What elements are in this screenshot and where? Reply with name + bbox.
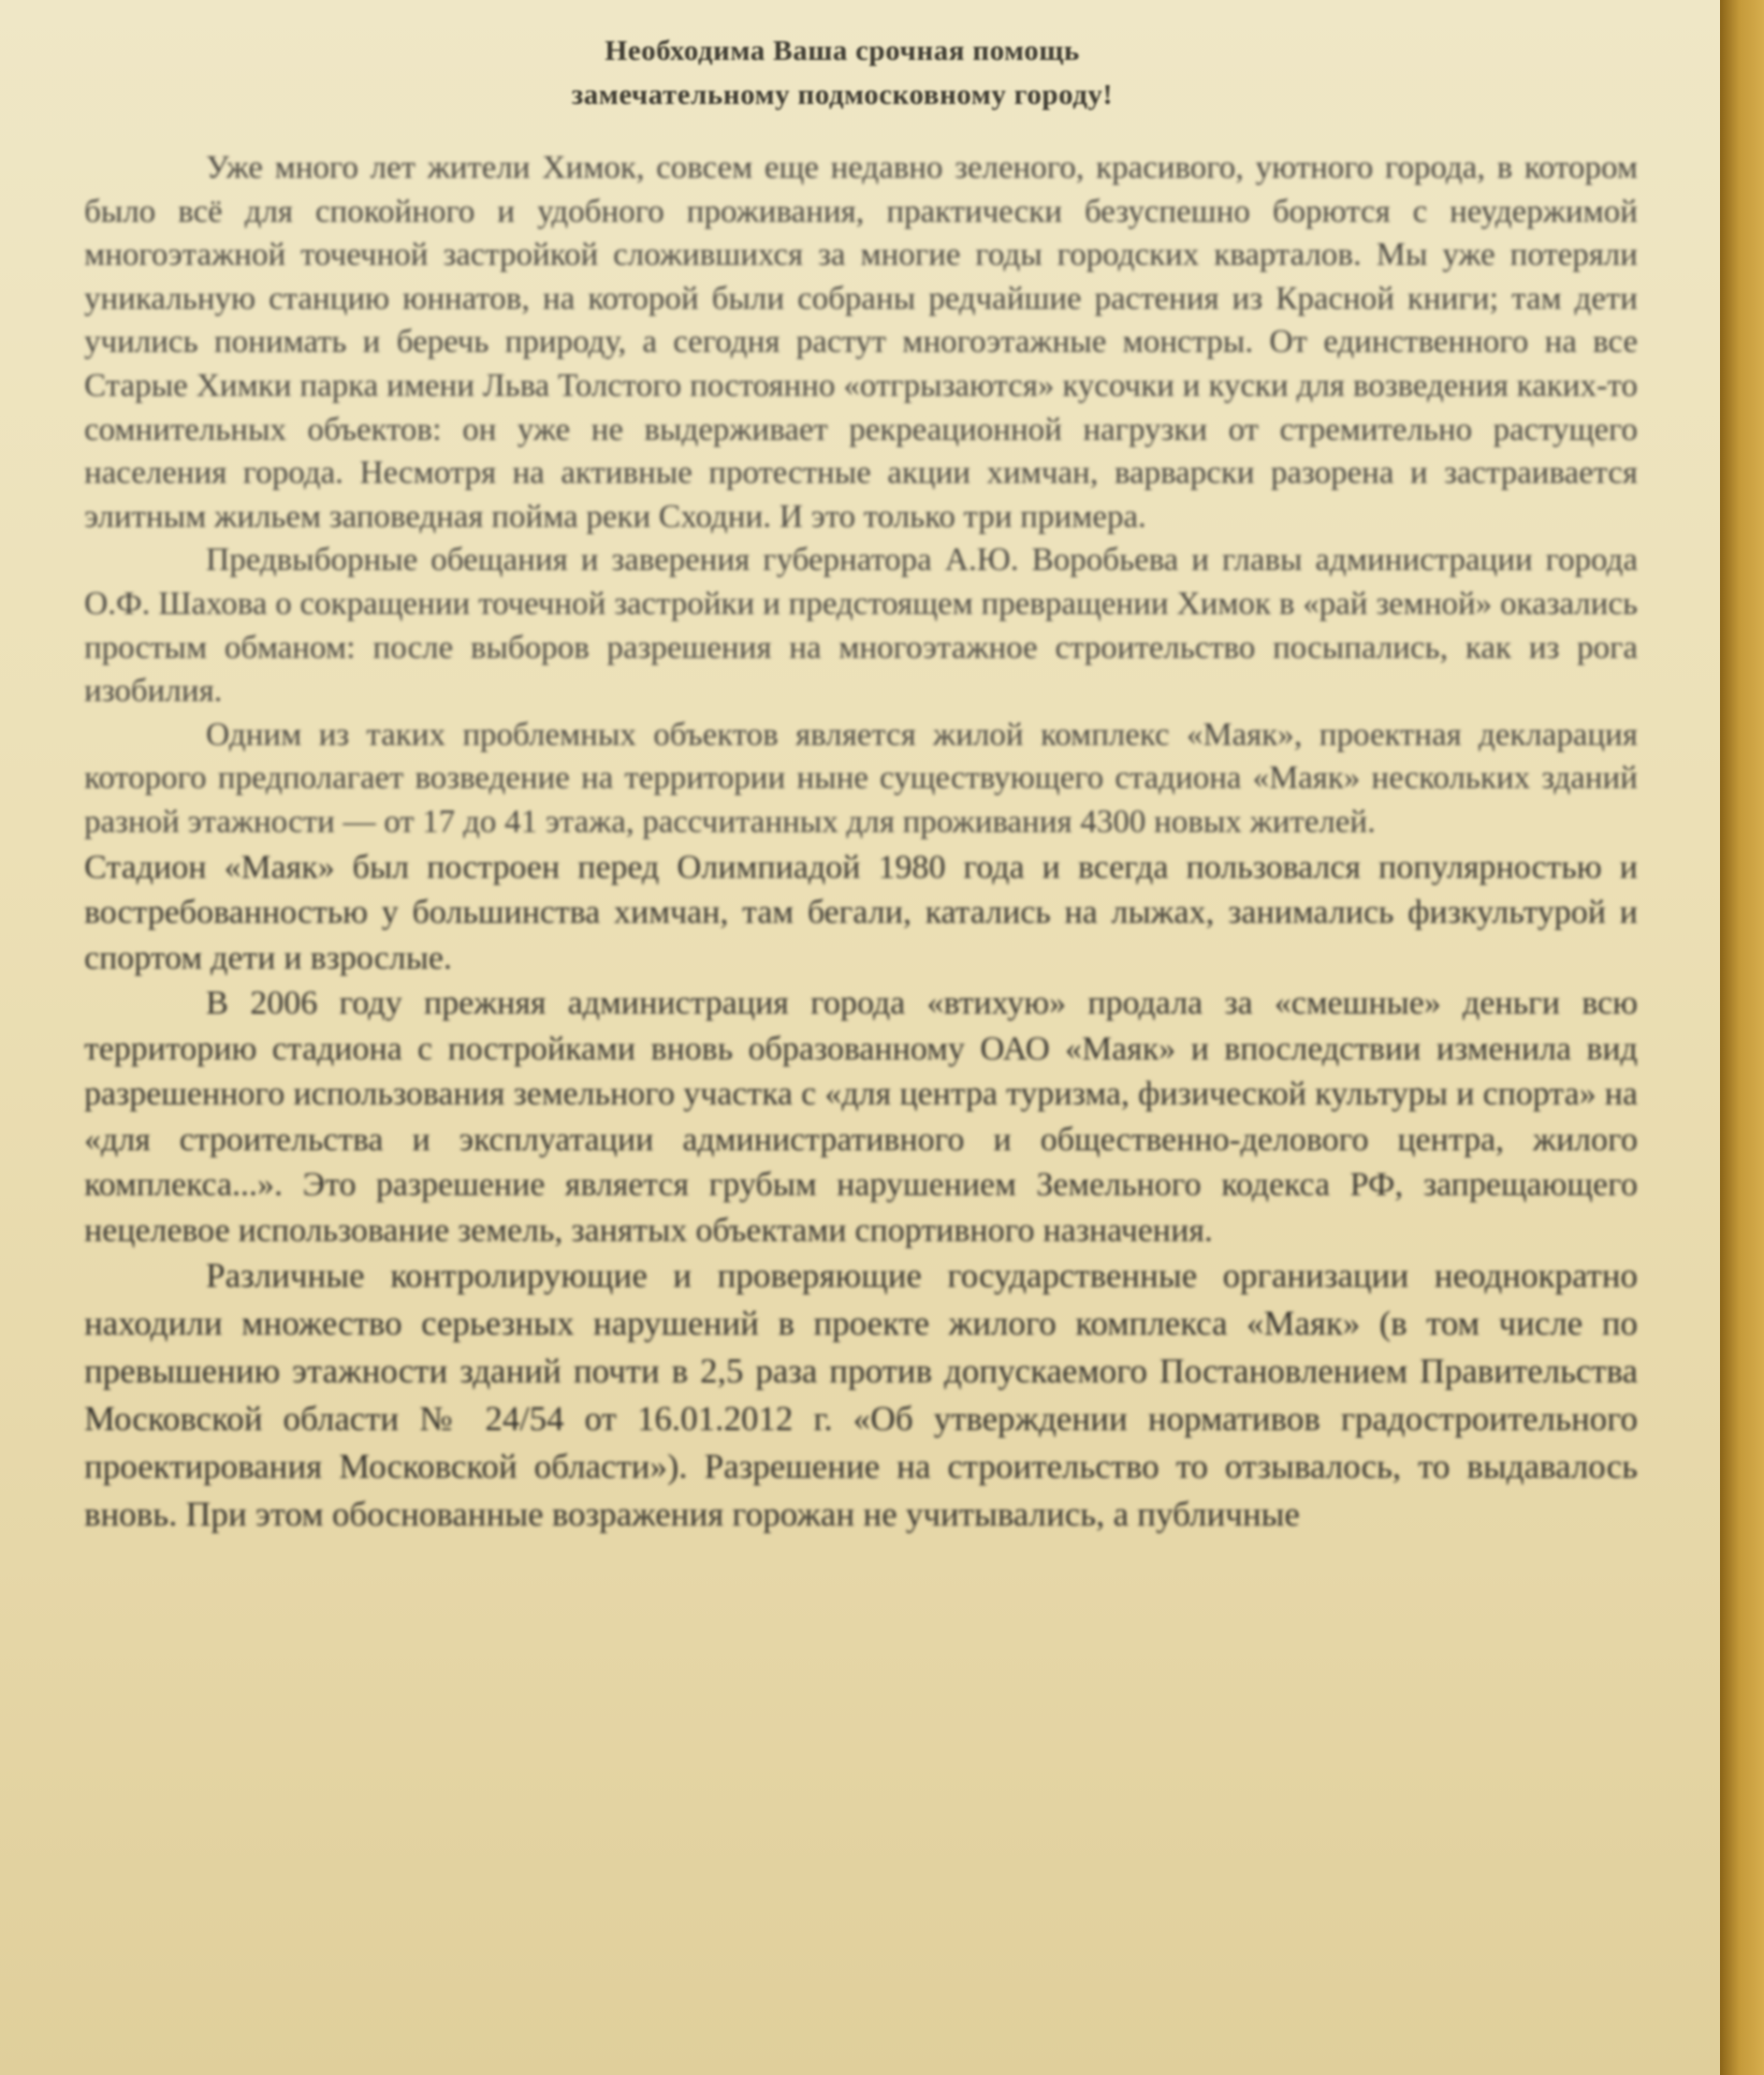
paragraph-4: Стадион «Маяк» был построен перед Олимпиадой 1980 года и всегда пользовался популярностью и востребованностью у большинства химчан, там бегали, катались на лыжах, занимались физкультурой и спортом дети и взрослые. [84,847,1638,976]
document-body [84,146,1638,1539]
paragraph-6: Различные контролирующие и проверяющие государственные организации неоднократно находили множество серьезных нарушений в проекте жилого комплекса «Маяк» (в том числе по превышению этажности зданий почти в 2,5 раза против допускаемого Постановлением Правительства Московской области № 24/54 от 16.01.2012 г. «Об утверждении нормативов градостроительного проектирования Московской области»). Разрешение на строительство то отзывалось, то выдавалось вновь. При этом обоснованные возражения горожан не учитывались, а публичные [84,1257,1638,1534]
paragraph-2: Предвыборные обещания и заверения губернатора А.Ю. Воробьева и главы администрации города О.Ф. Шахова о сокращении точечной застройки и предстоящем превращении Химок в «рай земной» оказались простым обманом: после выборов разрешения на многоэтажное строительство посыпались, как из рога изобилия. [84,541,1638,709]
title-line-1: Необходима Ваша срочная помощь [605,34,1080,66]
background-edge [1720,0,1764,2075]
paragraph-3: Одним из таких проблемных объектов является жилой комплекс «Маяк», проектная декларация которого предполагает возведение на территории ныне существующего стадиона «Маяк» нескольких зданий разной этажности — от 17 до 41 этажа, рассчитанных для проживания 4300 новых жителей. [84,715,1638,840]
document-title [281,28,1404,116]
title-line-2: замечательному подмосковному городу! [571,78,1114,110]
paragraph-5: В 2006 году прежняя администрация города «втихую» продала за «смешные» деньги всю территорию стадиона с постройками вновь образованному ОАО «Маяк» и впоследствии изменила вид разрешенного использования земельного участка с «для центра туризма, физической культуры и спорта» на «для строительства и эксплуатации административного и общественно-делового центра, жилого комплекса...». Это разрешение является грубым нарушением Земельного кодекса РФ, запрещающего нецелевое использование земель, занятых объектами спортивного назначения. [84,984,1638,1249]
paragraph-1: Уже много лет жители Химок, совсем еще недавно зеленого, красивого, уютного города, в котором было всё для спокойного и удобного проживания, практически безуспешно борются с неудержимой многоэтажной точечной застройкой сложившихся за многие годы городских кварталов. Мы уже потеряли уникальную станцию юннатов, на которой были собраны редчайшие растения из Красной книги; там дети учились понимать и беречь природу, а сегодня растут многоэтажные монстры. От единственного на все Старые Химки парка имени Льва Толстого постоянно «отгрызаются» кусочки и куски для возведения каких-то сомнительных объектов: он уже не выдерживает рекреационной нагрузки от стремительно растущего населения города. Несмотря на активные протестные акции химчан, варварски разорена и застраивается элитным жильем заповедная пойма реки Сходни. И это только три примера. [84,149,1638,534]
